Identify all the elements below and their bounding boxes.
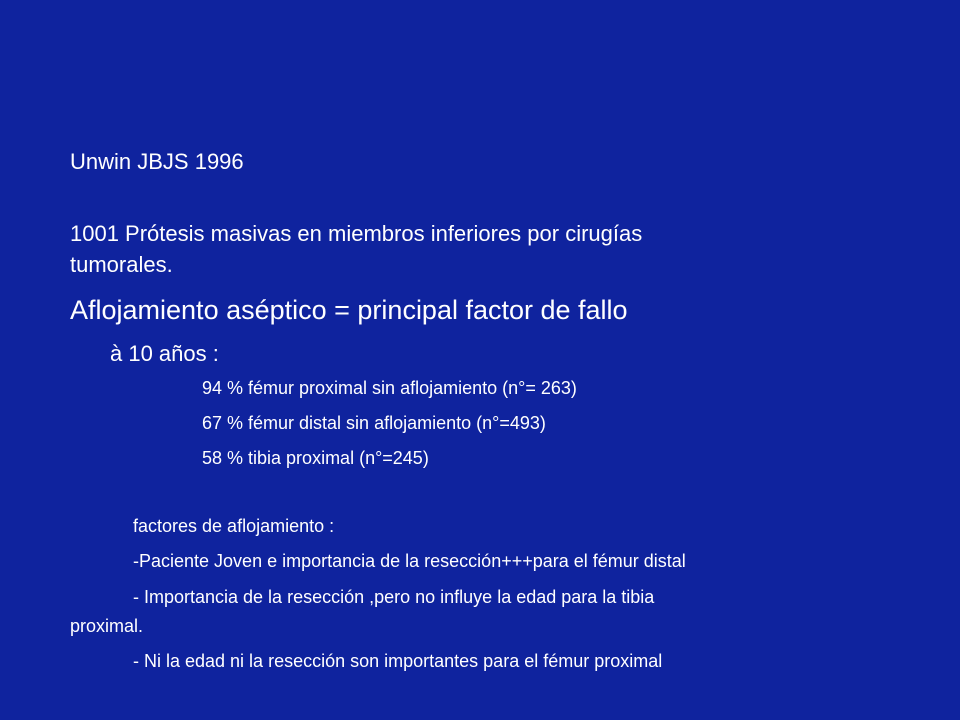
result-item: 67 % fémur distal sin aflojamiento (n°=493) [202,413,546,433]
study-description-line-2: tumorales. [70,252,173,277]
result-item: 94 % fémur proximal sin aflojamiento (n°= 263) [202,378,577,398]
reference-citation: Unwin JBJS 1996 [70,149,244,174]
factors-title: factores de aflojamiento : [133,516,335,536]
factor-item: - Ni la edad ni la resección son importantes para el fémur proximal [133,651,663,671]
factor-item: - Importancia de la resección ,pero no influye la edad para la tibia [133,587,655,607]
factor-item: -Paciente Joven e importancia de la resección+++para el fémur distal [133,551,686,571]
headline: Aflojamiento aséptico = principal factor de fallo [70,295,628,325]
study-description-line-1: 1001 Prótesis masivas en miembros inferiores por cirugías [70,221,643,246]
result-item: 58 % tibia proximal (n°=245) [202,448,429,468]
ten-years-label: à 10 años : [110,341,219,366]
factor-item-continuation: proximal. [70,616,144,636]
